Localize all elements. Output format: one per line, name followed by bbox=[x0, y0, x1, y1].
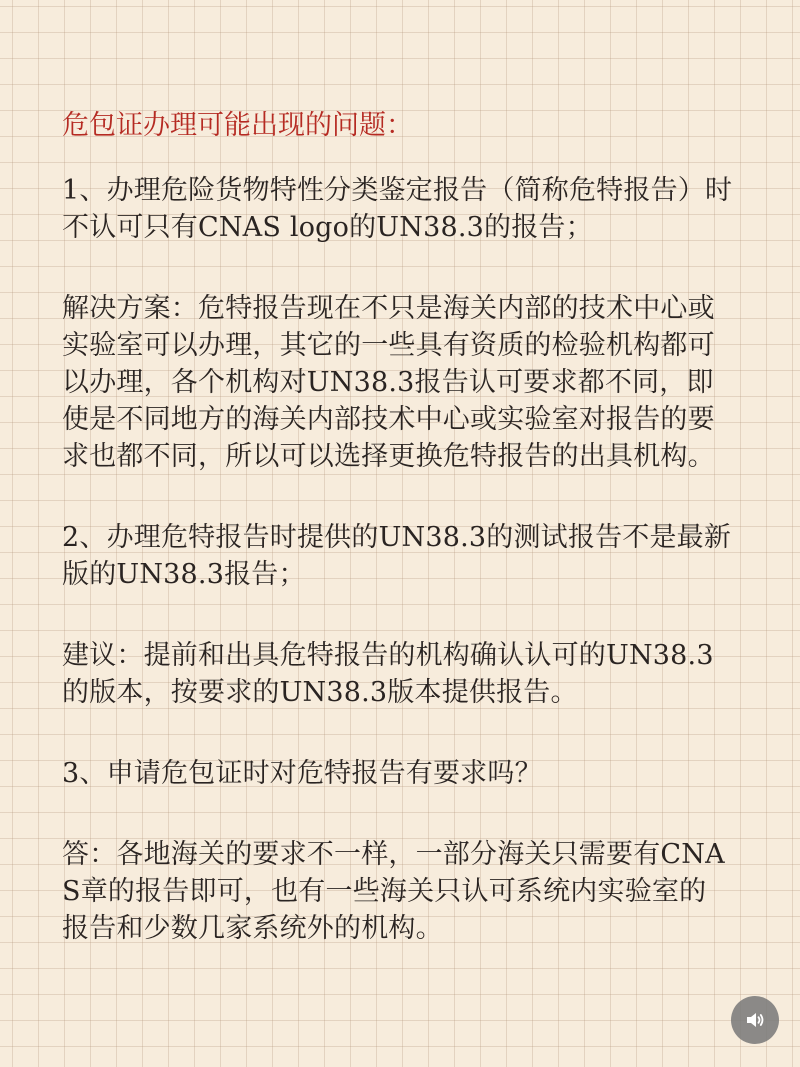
text-line: 1、办理危险货物特性分类鉴定报告（简称危特报告）时 bbox=[62, 175, 733, 206]
text-line: S章的报告即可，也有一些海关只认可系统内实验室的 bbox=[62, 876, 707, 907]
text-line: 实验室可以办理，其它的一些具有资质的检验机构都可 bbox=[62, 330, 715, 361]
text-line: 使是不同地方的海关内部技术中心或实验室对报告的要 bbox=[62, 404, 715, 435]
text-line: 3、申请危包证时对危特报告有要求吗？ bbox=[62, 758, 542, 789]
answer-3-paragraph bbox=[62, 836, 752, 947]
issue-2-paragraph bbox=[62, 519, 752, 593]
text-line: 不认可只有CNAS logo的UN38.3的报告； bbox=[62, 212, 593, 243]
audio-toggle-button[interactable] bbox=[731, 996, 779, 1044]
speaker-icon bbox=[743, 1008, 767, 1032]
text-line: 版的UN38.3报告； bbox=[62, 559, 306, 590]
suggestion-2-paragraph bbox=[62, 637, 752, 711]
document-page bbox=[62, 104, 752, 991]
text-line: 答：各地海关的要求不一样，一部分海关只需要有CNA bbox=[62, 839, 725, 870]
text-line: 解决方案：危特报告现在不只是海关内部的技术中心或 bbox=[62, 293, 715, 324]
text-line: 建议：提前和出具危特报告的机构确认认可的UN38.3 bbox=[62, 640, 714, 671]
solution-1-paragraph bbox=[62, 290, 752, 475]
text-line: 2、办理危特报告时提供的UN38.3的测试报告不是最新 bbox=[62, 522, 732, 553]
issue-3-paragraph bbox=[62, 755, 752, 792]
text-line: 求也都不同，所以可以选择更换危特报告的出具机构。 bbox=[62, 441, 715, 472]
issue-1-paragraph bbox=[62, 172, 752, 246]
text-line: 的版本，按要求的UN38.3版本提供报告。 bbox=[62, 677, 578, 708]
text-line: 以办理，各个机构对UN38.3报告认可要求都不同，即 bbox=[62, 367, 714, 398]
text-line: 报告和少数几家系统外的机构。 bbox=[62, 913, 443, 944]
page-title: 危包证办理可能出现的问题： bbox=[62, 110, 413, 141]
